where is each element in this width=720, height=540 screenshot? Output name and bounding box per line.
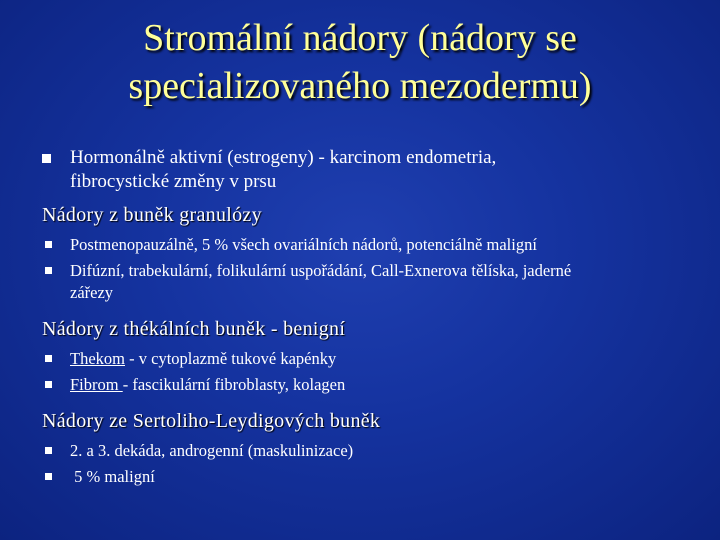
- list-item: 5 % maligní: [42, 466, 692, 488]
- square-bullet-icon: [45, 447, 52, 454]
- thekom-link[interactable]: Thekom: [70, 349, 125, 368]
- square-bullet-icon: [42, 154, 51, 163]
- section-heading-thecal: Nádory z thékálních buněk - benigní: [42, 318, 346, 340]
- intro-text-line-2: fibrocystické změny v prsu: [70, 171, 277, 192]
- title-line-1: Stromální nádory (nádory se: [143, 17, 577, 59]
- slide-content: [42, 146, 692, 488]
- list-item: Fibrom - fascikulární fibroblasty, kolagen: [42, 374, 692, 396]
- square-bullet-icon: [45, 381, 52, 388]
- intro-bullet: [42, 146, 692, 194]
- square-bullet-icon: [45, 355, 52, 362]
- slide-title: [20, 14, 700, 110]
- list-item: Thekom - v cytoplazmě tukové kapénky: [42, 348, 692, 370]
- square-bullet-icon: [45, 473, 52, 480]
- list-item: 2. a 3. dekáda, androgenní (maskulinizace): [42, 440, 692, 462]
- list-item: Postmenopauzálně, 5 % všech ovariálních nádorů, potenciálně maligní: [42, 234, 692, 256]
- square-bullet-icon: [45, 267, 52, 274]
- list-item: Difúzní, trabekulární, folikulární uspořádání, Call-Exnerova tělíska, jaderné zářezy: [42, 260, 692, 304]
- section-heading-granulosa: Nádory z buněk granulózy: [42, 204, 262, 226]
- square-bullet-icon: [45, 241, 52, 248]
- title-line-2: specializovaného mezodermu): [128, 65, 592, 107]
- fibrom-link[interactable]: Fibrom: [70, 375, 123, 394]
- section-heading-sertoli-leydig: Nádory ze Sertoliho-Leydigových buněk: [42, 410, 381, 432]
- intro-text-line-1: Hormonálně aktivní (estrogeny) - karcinom endometria,: [70, 147, 497, 168]
